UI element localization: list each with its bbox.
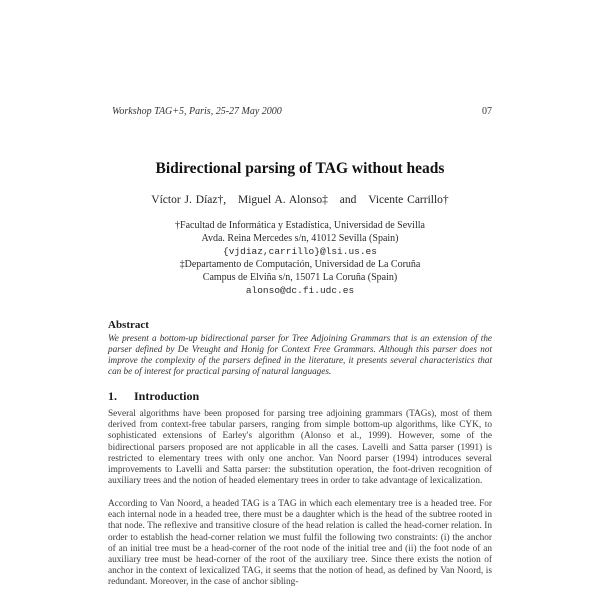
abstract-text: We present a bottom-up bidirectional parser for Tree Adjoining Grammars that is an extension of the parser defined by De Vreught and Honig for Context Free Grammars. Although this parser does not improve the complexity of the parsers defined in the literature, it presents several characteristics that can be of interest for practical parsing of natural languages. [108, 333, 492, 376]
section-heading [108, 389, 199, 404]
author-1: Víctor J. Díaz†, [151, 194, 227, 206]
author-3: Vicente Carrillo† [368, 194, 449, 206]
affiliation-1-line-2: Avda. Reina Mercedes s/n, 41012 Sevilla (Spain) [201, 233, 399, 244]
intro-paragraph-1: Several algorithms have been proposed for parsing tree adjoining grammars (TAGs), most of them derived from context-free tabular parsers, ranging from simple bottom-up algorithms, like CYK, to sophisticated extensions of Earley's algorithm (Alonso et al., 1999). However, some of the bidirectional parsers proposed are not applicable in all the cases. Lavelli and Satta parser (1991) is restricted to elementary trees with only one anchor. Van Noord parser (1994) introduces several improvements to Lavelli and Satta parser: the substitution operation, the foot-driven recognition of auxiliary trees and the notion of headed elementary trees in order to take advantage of lexicalization. [108, 409, 492, 487]
intro-paragraph-2: According to Van Noord, a headed TAG is a TAG in which each elementary tree is a headed tree. For each internal node in a headed tree, there must be a daughter which is the head of the subtree rooted in that node. The reflexive and transitive closure of the head relation is called the head-corner relation. In order to establish the head-corner relation we must fulfil the following two constraints: (i) the anchor of an initial tree must be a head-corner of the root node of the initial tree and (ii) the foot node of an auxiliary tree must be head-corner of the root of the auxiliary tree. Since there exists the notion of anchor in the context of lexicalized TAG, it seems that the notion of head, as defined by Van Noord, is redundant. Moreover, in the case of anchor sibling- [108, 499, 492, 588]
affiliation-2-line-2: Campus de Elviña s/n, 15071 La Coruña (Spain) [202, 272, 398, 283]
section-title: Introduction [134, 389, 200, 403]
venue-line: Workshop TAG+5, Paris, 25-27 May 2000 [112, 106, 282, 117]
running-header [112, 106, 492, 117]
affiliation-2-email: alonso@dc.fi.udc.es [245, 285, 355, 296]
page-number: 07 [482, 106, 492, 117]
affiliation-2-line-1: ‡Departamento de Computación, Universidad de La Coruña [179, 259, 421, 270]
section-number: 1. [108, 389, 117, 403]
author-conjunction: and [339, 194, 357, 206]
affiliation-1-line-1: †Facultad de Informática y Estadística, Universidad de Sevilla [175, 220, 425, 231]
abstract-heading: Abstract [108, 319, 149, 331]
author-2: Miguel A. Alonso‡ [238, 194, 328, 206]
author-list [0, 194, 600, 206]
affiliation-1-email: {vjdiaz,carrillo}@lsi.us.es [223, 246, 377, 257]
paper-title: Bidirectional parsing of TAG without heads [155, 160, 445, 177]
